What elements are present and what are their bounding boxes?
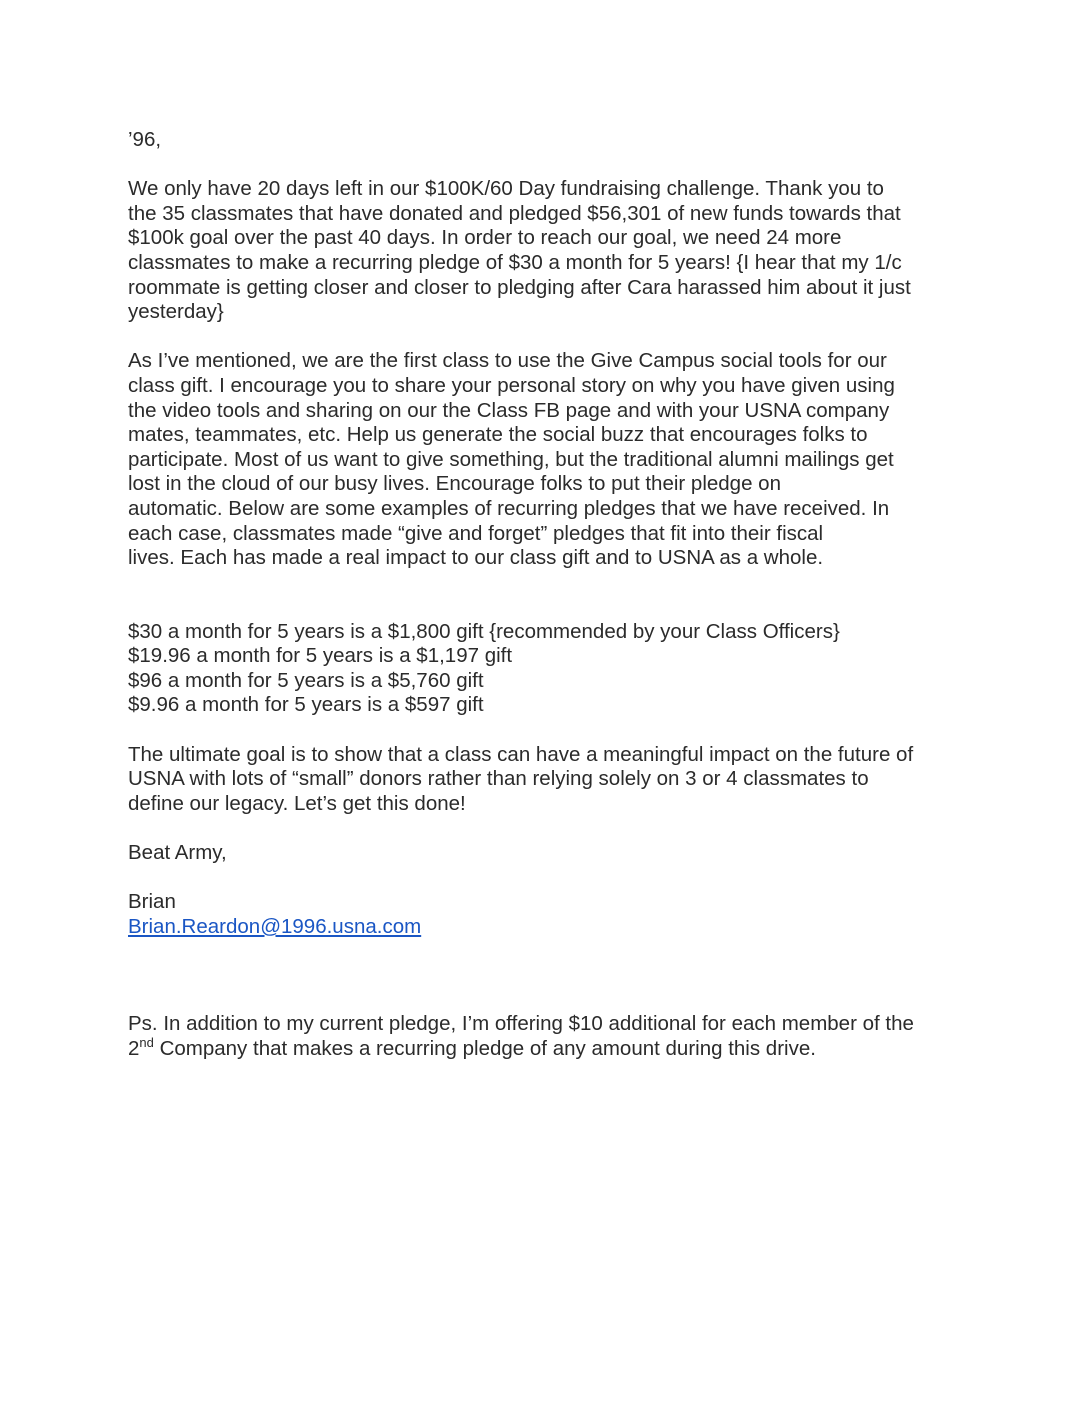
spacer [128, 939, 958, 1012]
paragraph-line: automatic. Below are some examples of recurring pledges that we have received. In [128, 496, 890, 520]
paragraph-line: roommate is getting closer and closer to pledging after Cara harassed him about it just [128, 275, 911, 299]
paragraph-line: each case, classmates made “give and forget” pledges that fit into their fiscal [128, 521, 824, 545]
spacer [128, 866, 958, 891]
paragraph-line: classmates to make a recurring pledge of $30 a month for 5 years! {I hear that my 1/c [128, 250, 902, 274]
pledge-example: $96 a month for 5 years is a $5,760 gift [128, 668, 484, 692]
paragraph-line: the video tools and sharing on our the Class FB page and with your USNA company [128, 398, 890, 422]
signature-name: Brian [128, 890, 176, 914]
paragraph-line: The ultimate goal is to show that a class can have a meaningful impact on the future of [128, 742, 914, 766]
ordinal-suffix: nd [139, 1035, 154, 1051]
signature-email-line [128, 915, 958, 940]
salutation: ’96, [128, 128, 162, 151]
paragraph-line: the 35 classmates that have donated and pledged $56,301 of new funds towards that [128, 201, 901, 225]
spacer [128, 325, 958, 350]
pledge-examples-list [128, 620, 958, 718]
paragraph-challenge [128, 177, 958, 325]
closing: Beat Army, [128, 841, 227, 865]
spacer [128, 816, 958, 841]
spacer [128, 718, 958, 743]
postscript-line: Ps. In addition to my current pledge, I’m offering $10 additional for each member of the [128, 1012, 914, 1036]
letter-body [128, 128, 958, 1062]
paragraph-line: mates, teammates, etc. Help us generate the social buzz that encourages folks to [128, 423, 868, 447]
spacer [128, 153, 958, 178]
paragraph-line: define our legacy. Let’s get this done! [128, 791, 466, 815]
paragraph-line: We only have 20 days left in our $100K/60 Day fundraising challenge. Thank you to [128, 177, 884, 201]
postscript [128, 1012, 958, 1061]
pledge-example: $9.96 a month for 5 years is a $597 gift [128, 693, 484, 717]
paragraph-line: As I’ve mentioned, we are the first class to use the Give Campus social tools for our [128, 349, 887, 373]
pledge-example: $30 a month for 5 years is a $1,800 gift {recommended by your Class Officers} [128, 619, 840, 643]
paragraph-line: yesterday} [128, 300, 224, 324]
paragraph-line: $100k goal over the past 40 days. In order to reach our goal, we need 24 more [128, 226, 842, 250]
paragraph-line: lives. Each has made a real impact to our class gift and to USNA as a whole. [128, 546, 824, 570]
paragraph-line: lost in the cloud of our busy lives. Encourage folks to put their pledge on [128, 472, 781, 496]
paragraph-social-tools [128, 349, 958, 570]
paragraph-ultimate-goal [128, 743, 958, 817]
postscript-text: Company that makes a recurring pledge of any amount during this drive. [153, 1037, 816, 1060]
ordinal-number: 2 [128, 1037, 140, 1060]
paragraph-line: participate. Most of us want to give something, but the traditional alumni mailings get [128, 447, 894, 471]
postscript-line [128, 1037, 958, 1062]
signature-email-link[interactable]: Brian.Reardon@1996.usna.com [128, 914, 422, 938]
paragraph-line: USNA with lots of “small” donors rather than relying solely on 3 or 4 classmates to [128, 767, 869, 791]
paragraph-line: class gift. I encourage you to share your personal story on why you have given using [128, 373, 895, 397]
pledge-example: $19.96 a month for 5 years is a $1,197 gift [128, 644, 513, 668]
spacer [128, 571, 958, 620]
